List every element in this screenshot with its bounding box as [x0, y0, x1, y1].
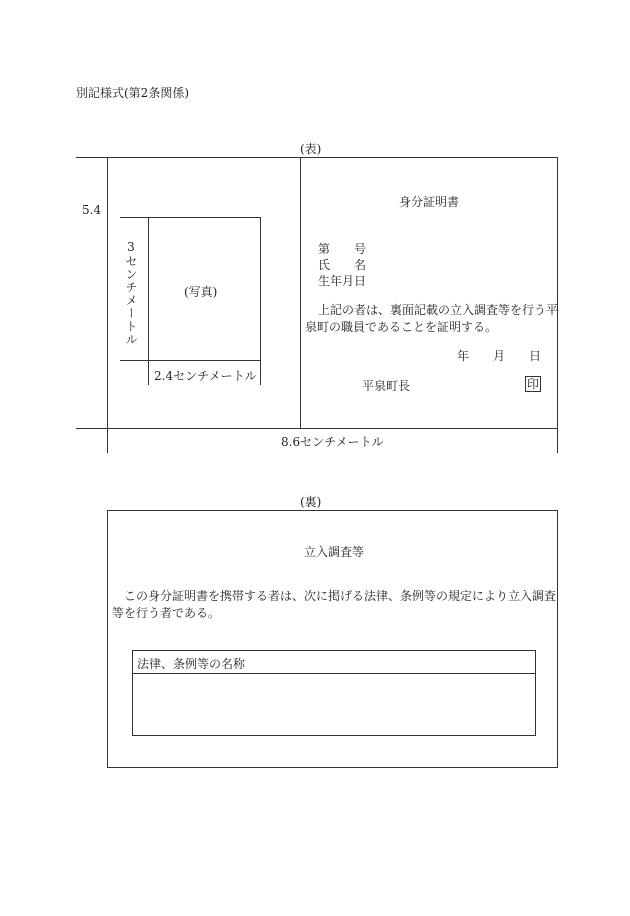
statement-line-1: 上記の者は、裏面記載の立入調査等を行う平 — [318, 303, 559, 317]
certificate-title: 身分証明書 — [399, 195, 460, 209]
field-number: 第 号 — [318, 242, 367, 256]
back-side-label: (裏) — [300, 495, 322, 509]
issuer-name: 平泉町長 — [362, 379, 411, 393]
front-left-border — [107, 157, 108, 453]
front-width-dimension: 8.6センチメートル — [281, 435, 384, 449]
front-bottom-border — [76, 428, 557, 429]
back-text-line-1: この身分証明書を携帯する者は、次に掲げる法律、条例等の規定により立入調査 — [124, 589, 557, 603]
photo-height-dimension: 3センチメートル — [124, 240, 138, 346]
law-table-header-divider — [132, 673, 536, 674]
photo-bottom-border — [120, 360, 260, 361]
seal-mark: 印 — [527, 377, 540, 391]
front-height-dimension: 5.4 — [82, 203, 102, 217]
statement-line-2: 泉町の職員であることを証明する。 — [305, 320, 498, 334]
back-title: 立入調査等 — [304, 545, 365, 559]
form-label: 別記様式(第2条関係) — [76, 86, 189, 100]
issue-date: 年 月 日 — [457, 349, 542, 363]
photo-width-dimension: 2.4センチメートル — [154, 369, 257, 383]
front-center-divider — [300, 157, 301, 428]
field-name: 氏 名 — [318, 258, 367, 272]
photo-label: (写真) — [184, 285, 218, 299]
law-table-header: 法律、条例等の名称 — [137, 657, 246, 671]
photo-top-border — [120, 217, 260, 218]
front-top-border — [76, 157, 557, 158]
front-side-label: (表) — [300, 142, 322, 156]
back-text-line-2: 等を行う者である。 — [112, 606, 221, 620]
photo-right-border — [260, 217, 261, 385]
field-birthdate: 生年月日 — [318, 274, 367, 288]
